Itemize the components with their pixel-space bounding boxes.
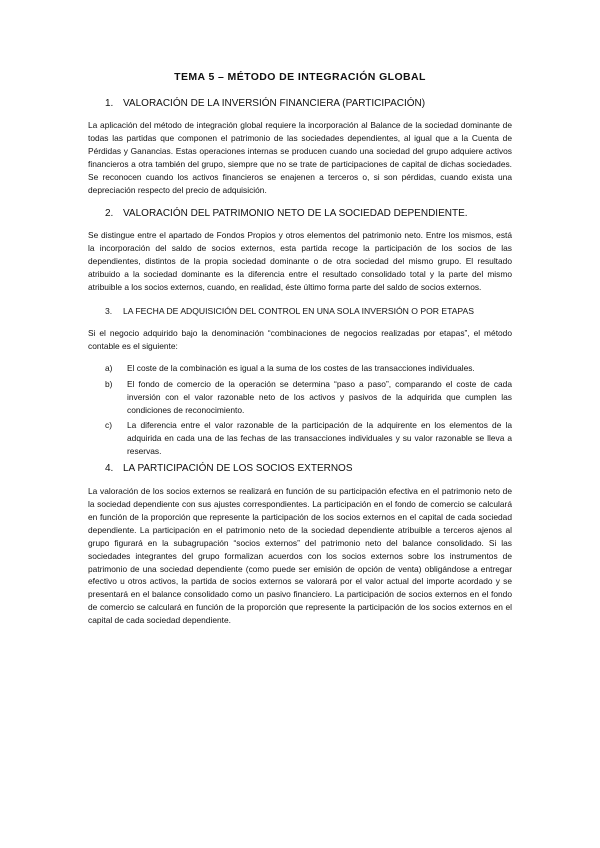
document-title: TEMA 5 – MÉTODO DE INTEGRACIÓN GLOBAL xyxy=(174,71,426,83)
section-4-paragraph: La valoración de los socios externos se realizará en función de su participación efectiva en el patrimonio neto de la sociedad dependiente con sus ajustes correspondientes. La participación en el fondo de comercio se calculará en función de la proporción que represente la participación de los socios externos en el capital de cada sociedad dependiente. La participación en el patrimonio neto de la sociedad dependiente atribuible a terceros ajenos al grupo figurará en la subagrupación “socios externos” del patrimonio neto del balance consolidado. Si las sociedades integrantes del grupo formalizan acuerdos con los socios externos sobre los instrumentos de patrimonio de una sociedad dependiente (como puede ser emisión de opción de venta) obligándose a entregar efectivo u otros activos, la partida de socios externos se valorará por el valor actual del importe acordado y se presentará en el balance consolidado como un pasivo financiero. La participación de socios externos en el fondo de comercio se calculará en función de la proporción que represente la participación de los socios externos en el capital de cada sociedad dependiente. xyxy=(88,486,512,626)
section-1-heading xyxy=(88,97,512,110)
list-item-marker: b) xyxy=(105,378,113,389)
list-item-marker: a) xyxy=(105,362,113,373)
section-3-heading xyxy=(88,305,512,318)
list-item xyxy=(88,419,512,458)
section-2-paragraph: Se distingue entre el apartado de Fondos Propios y otros elementos del patrimonio neto. Entre los mismos, está la incorporación del saldo de socios externos, esta partida recoge la participación de los socios de las dependientes, distintos de la propia sociedad dominante o de otra sociedad del mismo grupo. El resultado atribuido a la sociedad dominante es la diferencia entre el resultado consolidado total y la parte del mismo atribuible a los socios externos, cuando, en realidad, éste último forma parte del saldo de socios externos. xyxy=(88,230,512,293)
list-item-marker: c) xyxy=(105,420,112,431)
section-1-number: 1. xyxy=(105,98,114,109)
section-1-paragraph: La aplicación del método de integración global requiere la incorporación al Balance de la sociedad dominante de todas las partidas que componen el patrimonio de las sociedades dependientes, al igual que a la Cuenta de Pérdidas y Ganancias. Estas operaciones internas se producen cuando una sociedad del grupo adquiere activos financieros a otra también del grupo, siempre que no se trate de participaciones de capital de dichas sociedades. Se reconocen cuando los activos financieros se enajenen a terceros o, si son pérdidas, cuando exista una depreciación respecto del precio de adquisición. xyxy=(88,120,512,195)
section-2-heading xyxy=(88,207,512,220)
list-item xyxy=(88,378,512,417)
list-item-text: El coste de la combinación es igual a la suma de los costes de las transacciones individuales. xyxy=(127,362,475,373)
list-item-text: El fondo de comercio de la operación se determina “paso a paso”, comparando el coste de cada inversión con el valor razonable neto de los activos y pasivos de la adquirida que cumplen las condiciones de reconocimiento. xyxy=(127,378,512,415)
list-item xyxy=(88,362,512,375)
section-2-number: 2. xyxy=(105,208,114,220)
section-1-title: VALORACIÓN DE LA INVERSIÓN FINANCIERA (PARTICIPACIÓN) xyxy=(123,98,426,109)
section-3-list xyxy=(88,362,512,458)
section-4-title: LA PARTICIPACIÓN DE LOS SOCIOS EXTERNOS xyxy=(123,463,353,475)
section-3-number: 3. xyxy=(105,305,113,316)
section-2-title: VALORACIÓN DEL PATRIMONIO NETO DE LA SOCIEDAD DEPENDIENTE. xyxy=(123,208,468,220)
list-item-text: La diferencia entre el valor razonable de la participación de la adquirente en los elementos de la adquirida en cada una de las fechas de las transacciones individuales y su valor razonable se lleva a reservas. xyxy=(127,420,512,457)
section-3-paragraph: Si el negocio adquirido bajo la denominación “combinaciones de negocios realizadas por etapas”, el método contable es el siguiente: xyxy=(88,327,512,351)
section-3-title: LA FECHA DE ADQUISICIÓN DEL CONTROL EN UNA SOLA INVERSIÓN O POR ETAPAS xyxy=(123,305,474,316)
section-4-heading xyxy=(88,462,512,475)
section-4-number: 4. xyxy=(105,463,114,475)
